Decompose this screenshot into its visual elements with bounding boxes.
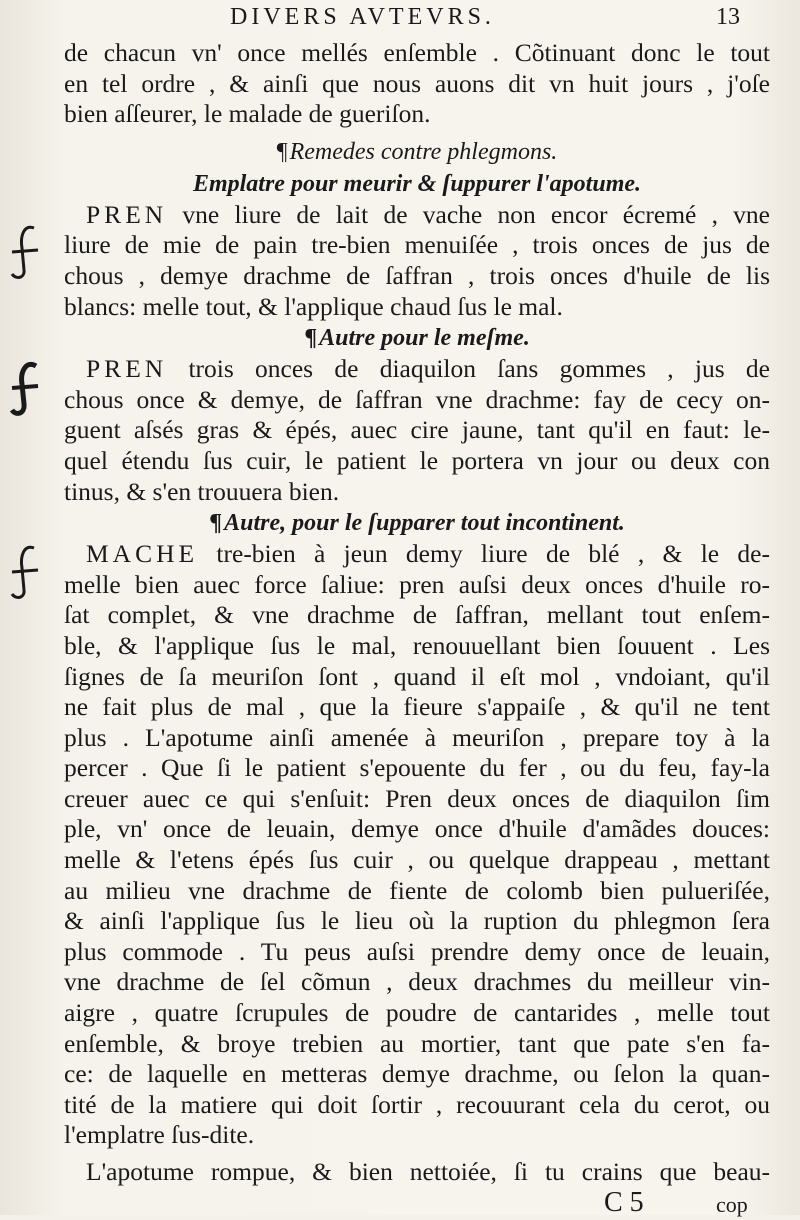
lead-word: PREN [86,354,168,384]
lead-word: PREN [86,199,168,229]
text-line-rest: trois onces de diaquilon ſans gommes , jus de [188,354,770,384]
recipe-heading-text: Autre, pour le ſupparer tout incontinent. [224,510,625,537]
page-number: 13 [716,4,740,30]
lead-word: MACHE [86,539,199,569]
text-line: plus commode . Tu peus auſsi prendre demy once de leuain, [64,936,770,966]
text-line [64,539,770,570]
text-line: percer . Que ſi le patient s'epouente du fer , ou du feu, fay-la [64,753,770,783]
signature-mark: C 5 [604,1186,644,1218]
text-line: l'emplatre ſus-dite. [64,1120,255,1150]
pilcrow-icon: ¶ [304,325,318,352]
text-line: melle & l'etens épés ſus cuir , ou quelque drappeau , mettant [64,845,770,875]
text-line: chous , demye drachme de ſaffran , trois onces d'huile de lis [64,260,770,290]
text-line: chous once & demye, de ſaffran vne drachme: fay de cecy on- [64,384,770,414]
text-line: bien aſſeurer, le malade de gueriſon. [64,99,431,129]
text-line: en tel ordre , & ainſi que nous auons dit vn huit jours , j'oſe [64,68,770,98]
pilcrow-icon: ¶ [276,138,288,165]
text-line: plus . L'apotume ainſi amenée à meuriſon , prepare toy à la [64,722,770,752]
running-title: DIVERS AVTEVRS. [230,4,495,30]
signature-line [64,1188,770,1218]
text-line-rest: vne liure de lait de vache non encor écremé , vne [182,199,770,229]
text-line [64,354,770,385]
recipe-heading [64,507,770,539]
text-line: ſignes de ſa meuriſon ſont , quand il eſt mol , vndoiant, qu'il [64,661,770,691]
text-line: aigre , quatre ſcrupules de poudre de cantarides , melle tout [64,998,770,1028]
text-line: guent aſsés gras & épés, auec cire jaune, tant qu'il en faut: le- [64,415,770,445]
text-line-rest: tre-bien à jeun demy liure de blé , & le de- [216,539,770,569]
running-head [0,4,800,34]
catchword: cop [716,1191,748,1217]
text-line: tité de la matiere qui doit ſortir , recouurant cela du cerot, ou [64,1089,770,1119]
marginal-mark-icon [4,222,44,282]
text-line: & ainſi l'applique ſus le lieu où la ruption du phlegmon ſera [64,906,770,936]
text-line: blancs: melle tout, & l'applique chaud ſus le mal. [64,291,563,321]
text-line: ple, vn' once de leuain, demye once d'huile d'amãdes douces: [64,814,770,844]
text-line: liure de mie de pain tre-bien menuiſée , trois onces de jus de [64,230,770,260]
text-line: enſemble, & broye trebien au mortier, tant que pate s'en fa- [64,1028,770,1058]
pilcrow-icon: ¶ [209,510,223,537]
body-text [64,38,770,1218]
recipe-heading: Emplatre pour meurir & ſuppurer l'apotume. [192,170,642,197]
text-line: de chacun vn' once mellés enſemble . Cõtinuant donc le tout [64,38,770,67]
recipe-heading-text: Autre pour le meſme. [319,325,530,352]
text-line: au milieu vne drachme de fiente de colomb bien pulueriſée, [64,875,770,905]
text-line: vne drachme de ſel cõmun , deux drachmes du meilleur vin- [64,967,770,997]
recipe-heading [64,322,770,354]
text-line: quel étendu ſus cuir, le patient le portera vn jour ou deux con [64,445,770,475]
text-line: tinus, & s'en trouuera bien. [64,476,340,506]
section-heading-text: Remedes contre phlegmons. [289,138,558,165]
text-line: ne fait plus de mal , que la fieure s'appaiſe , & qu'il ne tent [64,692,770,722]
text-line: ble, & l'applique ſus le mal, renouuellant bien ſouuent . Les [64,630,770,660]
text-line: L'apotume rompue, & bien nettoiée, ſi tu crains que beau- [86,1157,770,1186]
text-line: melle bien auec force ſaliue: pren auſsi deux onces d'huile ro- [64,569,770,599]
text-line: ſat complet, & vne drachme de ſaffran, mellant tout enſem- [64,600,770,630]
section-heading [64,136,770,168]
marginal-mark-icon [4,358,44,418]
text-line: ce: de laquelle en metteras demye drachme, ou ſelon la quan- [64,1059,770,1089]
text-line: creuer auec ce qui s'enſuit: Pren deux onces de diaquilon ſim [64,783,770,813]
text-line [64,200,770,231]
marginal-mark-icon [4,542,44,602]
